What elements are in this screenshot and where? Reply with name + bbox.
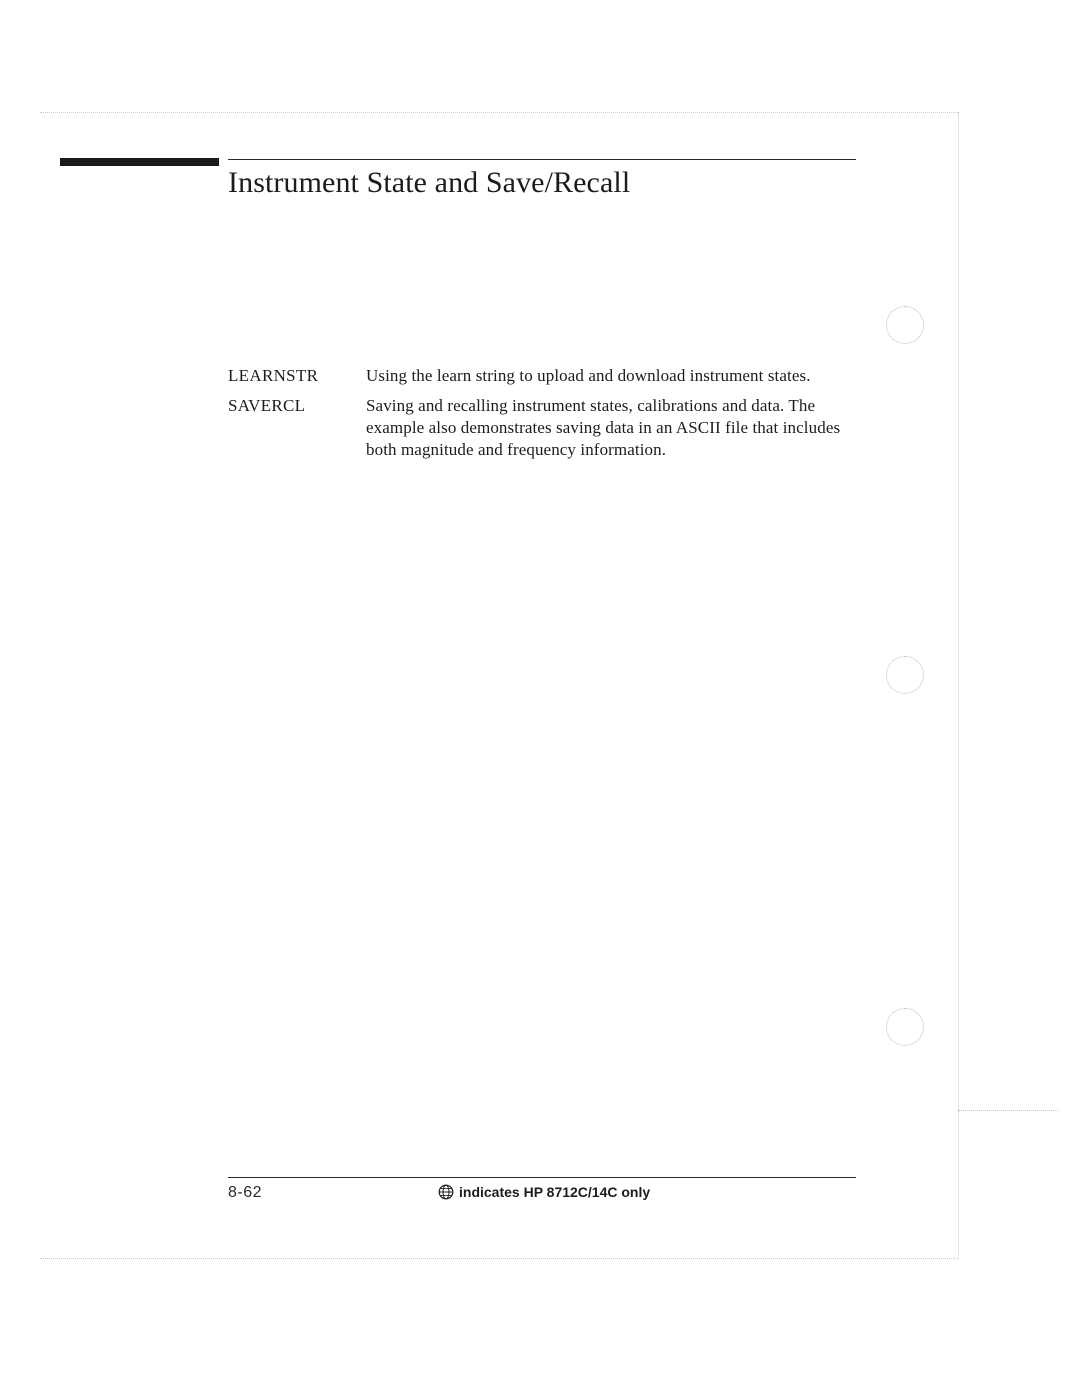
header-rule xyxy=(228,159,856,160)
scan-border-right xyxy=(958,112,959,1258)
footer-note-text: indicates HP 8712C/14C only xyxy=(459,1184,651,1200)
program-name: LEARNSTR xyxy=(228,366,319,385)
program-name: SAVERCL xyxy=(228,396,306,415)
footer-note xyxy=(438,1184,650,1200)
program-description: Saving and recalling instrument states, calibrations and data. The example also demonstrates saving data in an ASCII file that includes both magnitude and frequency information. xyxy=(366,396,841,459)
scan-border-right-tab xyxy=(958,1110,1058,1111)
globe-icon xyxy=(438,1184,454,1200)
footer-rule xyxy=(228,1177,856,1178)
binder-hole-middle xyxy=(886,656,924,694)
scan-border-top xyxy=(40,112,958,113)
binder-hole-bottom xyxy=(886,1008,924,1046)
scan-border-bottom xyxy=(40,1258,958,1259)
page-title: Instrument State and Save/Recall xyxy=(228,166,631,199)
page-number: 8-62 xyxy=(228,1184,263,1201)
section-marker-bar xyxy=(60,158,219,166)
program-entry-savercl xyxy=(228,395,868,461)
binder-hole-top xyxy=(886,306,924,344)
program-entry-learnstr xyxy=(228,365,868,387)
program-list xyxy=(228,365,868,469)
program-description: Using the learn string to upload and download instrument states. xyxy=(366,366,811,385)
